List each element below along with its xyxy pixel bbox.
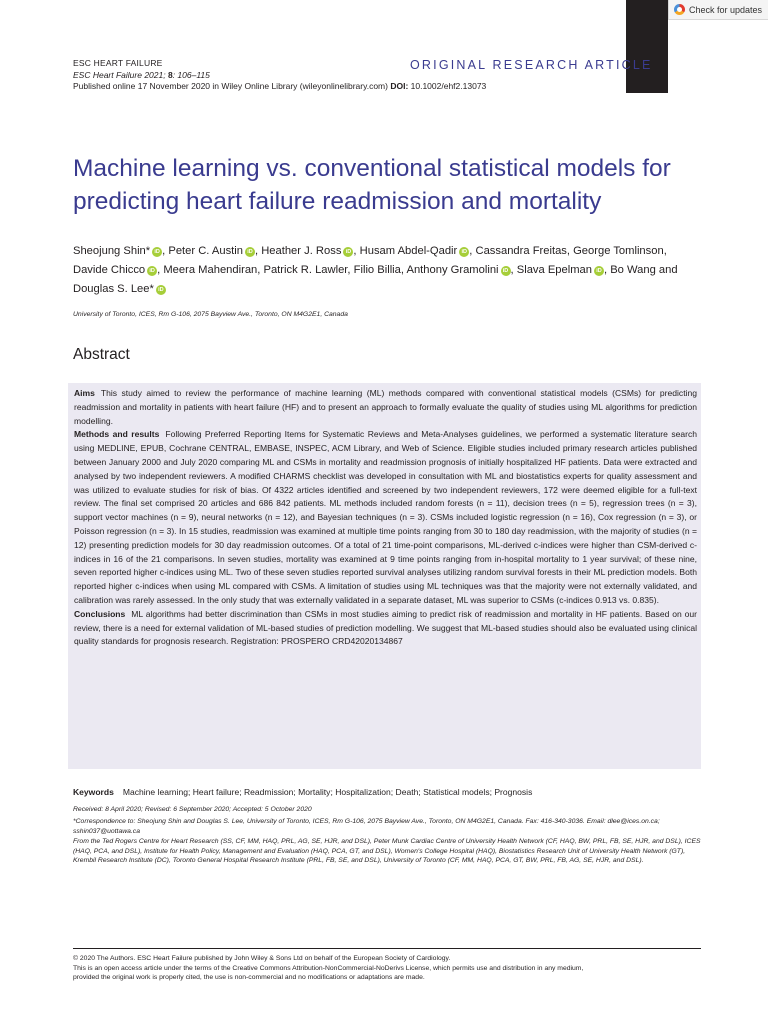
citation-journal: ESC Heart Failure <box>73 69 142 80</box>
correspondence: *Correspondence to: Sheojung Shin and Douglas S. Lee, University of Toronto, ICES, Rm G-106, 2075 Bayview Ave., Toronto, ON M4G2E1, Canada. Fax: 416-340-3036. Email: dlee@ices.on.ca; sshin037@uottawa.ca <box>73 818 660 835</box>
check-for-updates-icon <box>674 4 685 15</box>
author-separator: , <box>663 245 667 257</box>
journal-name: ESC HEART FAILURE <box>73 58 163 68</box>
article-type: ORIGINAL RESEARCH ARTICLE <box>410 58 653 72</box>
methods-text: Following Preferred Reporting Items for Systematic Reviews and Meta-Analyses guidelines, we performed a systematic literature search using MEDLINE, EPUB, Cochrane CENTRAL, EMBASE, INSPEC, ACM Library, and Web of Science. Eligible studies included primary research articles published between January 2000 and July 2020 comparing ML and CSMs in mortality and readmission prognosis of initially hospitalized HF patients. Data were extracted and analysed by two independent reviewers. A modified CHARMS checklist was developed in consultation with ML and biostatistics experts for quality assessment and was utilized to evaluate studies for risk of bias. Of 4322 articles identified and screened by two independent reviewers, 172 were deemed eligible for a full-text review. The final set comprised 20 articles and 686 842 patients. ML methods included random forests (n = 11), decision trees (n = 5), regression trees (n = 3), support vector machines (n = 9), neural networks (n = 12), and Bayesian techniques (n = 3). CSMs included logistic regression (n = 16), Cox regression (n = 3), or Poisson regression (n = 3). In 15 studies, readmission was examined at multiple time points ranging from 30 to 180 day readmission, with the majority of studies (n = 12) presenting prediction models for 30 day readmission outcomes. Of a total of 21 time-point comparisons, ML-derived c-indices were higher than CSM-derived c-indices in 16 of the 21 comparisons. In seven studies, mortality was examined at 9 time points ranging from in-hospital mortality to 1 year survival; of these nine, seven reported higher c-indices using ML. Two of these seven studies reported survival analyses utilizing random survival forests in their ML prediction models. Both reported higher c-indices when using ML compared with CSMs. A limitation of studies using ML techniques was that the majority were not externally validated, and calibration was rarely assessed. In the only study that was externally validated in a separate dataset, ML was superior to CSMs (c-indices 0.913 vs. 0.835). <box>74 429 697 605</box>
methods-label: Methods and results <box>74 429 160 440</box>
author-separator: , <box>353 245 360 257</box>
published-text: Published online 17 November 2020 in Wiley Online Library (wileyonlinelibrary.com) <box>73 81 391 91</box>
author-separator: , <box>157 264 164 276</box>
author-name[interactable]: Davide Chicco <box>73 264 146 276</box>
check-for-updates-button[interactable] <box>668 0 768 20</box>
orcid-icon[interactable]: iD <box>147 266 157 276</box>
orcid-icon[interactable]: iD <box>245 247 255 257</box>
footer-divider <box>73 948 701 949</box>
header-black-bar <box>626 0 668 93</box>
author-separator: , <box>257 264 264 276</box>
orcid-icon[interactable]: iD <box>501 266 511 276</box>
abstract-conclusions <box>74 608 697 649</box>
conclusions-text: ML algorithms had better discrimination than CSMs in most studies aiming to predict risk of readmission and mortality in HF patients. Based on our review, there is a need for external validation of ML-based studies of prediction modelling. We suggest that ML-based studies should also be evaluated using clinical quality standards for prognosis research. Registration: PROSPERO CRD42020134867 <box>74 608 697 647</box>
author-separator: , <box>254 245 262 257</box>
orcid-icon[interactable]: iD <box>594 266 604 276</box>
author-name[interactable]: Anthony Gramolini <box>406 264 499 276</box>
author-list <box>73 242 699 299</box>
author-separator: , <box>162 245 169 257</box>
corresponding-author-mark: * <box>149 283 154 295</box>
orcid-icon[interactable]: iD <box>156 285 166 295</box>
author-name[interactable]: Peter C. Austin <box>168 245 243 257</box>
orcid-icon[interactable]: iD <box>343 247 353 257</box>
author-separator: , <box>510 264 517 276</box>
abstract-box <box>68 383 701 769</box>
orcid-icon[interactable]: iD <box>459 247 469 257</box>
author-name[interactable]: Bo Wang <box>610 264 656 276</box>
corresponding-author-mark: * <box>145 245 151 257</box>
conclusions-label: Conclusions <box>74 608 126 619</box>
abstract-heading: Abstract <box>73 346 130 363</box>
abstract-methods <box>74 428 697 607</box>
author-name[interactable]: Husam Abdel-Qadir <box>359 245 458 257</box>
doi-label: DOI: <box>390 81 409 91</box>
citation-volume: 8 <box>167 69 173 80</box>
aims-text: This study aimed to review the performance of machine learning (ML) methods compared with conventional statistical models (CSMs) for predicting readmission and mortality in patients with heart failure (HF) and to present an approach to formally evaluate the quality of studies using ML algorithms for prediction modelling. <box>74 388 697 426</box>
author-separator: , <box>347 264 354 276</box>
citation-pages: : 106–115 <box>172 69 210 80</box>
keywords <box>73 787 701 797</box>
citation-year: 2021; <box>141 69 168 80</box>
doi-link[interactable]: 10.1002/ehf2.13073 <box>408 81 487 91</box>
author-affiliations-detail: From the Ted Rogers Centre for Heart Research (SS, CF, MM, HAQ, PRL, AG, SE, HJR, and DSL), Peter Munk Cardiac Centre of University Health Network (CF, HAQ, BW, PRL, FB, SE, HJR, and DSL), ICES (HAQ, PCA, and DSL), Institute for Health Policy, Management and Evaluation (HAQ, PCA, GT, and DSL), Women's College Hospital (HAQ), Biostatistics Research Unit of University Health Network (GT), Krembil Research Institute (DC), Toronto General Hospital Research Institute (PRL, FB, SE, and DSL), University of Toronto (CF, MM, HAQ, PCA, GT, BW, PRL, FB, AG, SE, HJR, and DSL). <box>73 838 701 864</box>
author-name[interactable]: George Tomlinson <box>573 245 664 257</box>
author-separator: , <box>469 245 476 257</box>
license-line-1: This is an open access article under the terms of the Creative Commons Attribution-NonCommercial-NoDerivs License, which permits use and distribution in any medium, <box>73 964 584 972</box>
affiliation: University of Toronto, ICES, Rm G-106, 2075 Bayview Ave., Toronto, ON M4G2E1, Canada <box>73 311 348 318</box>
article-title: Machine learning vs. conventional statistical models for predicting heart failure readmission and mortality <box>73 155 671 215</box>
author-name[interactable]: Filio Billia <box>353 264 401 276</box>
author-name[interactable]: Douglas S. Lee <box>73 283 150 295</box>
author-separator: , <box>604 264 611 276</box>
author-separator: , <box>400 264 407 276</box>
author-name[interactable]: Patrick R. Lawler <box>263 264 348 276</box>
author-name[interactable]: Cassandra Freitas <box>475 245 567 257</box>
license-footer <box>73 954 701 983</box>
orcid-icon[interactable]: iD <box>152 247 162 257</box>
author-name[interactable]: Heather J. Ross <box>261 245 342 257</box>
received-dates: Received: 8 April 2020; Revised: 6 September 2020; Accepted: 5 October 2020 <box>73 806 312 813</box>
author-name[interactable]: Meera Mahendiran <box>163 264 258 276</box>
copyright-line: © 2020 The Authors. ESC Heart Failure published by John Wiley & Sons Ltd on behalf of the European Society of Cardiology. <box>73 955 451 962</box>
author-separator: and <box>655 264 678 276</box>
author-name[interactable]: Slava Epelman <box>516 264 592 276</box>
keywords-label: Keywords <box>73 787 114 797</box>
author-separator: , <box>566 245 574 257</box>
published-line <box>73 81 486 93</box>
abstract-aims <box>74 387 697 428</box>
author-name[interactable]: Sheojung Shin <box>73 245 146 257</box>
keywords-text: Machine learning; Heart failure; Readmission; Mortality; Hospitalization; Death; Statistical models; Prognosis <box>122 787 533 797</box>
check-for-updates-label: Check for updates <box>689 4 763 15</box>
license-line-2: provided the original work is properly cited, the use is non-commercial and no modifications or adaptations are made. <box>73 974 425 982</box>
aims-label: Aims <box>74 388 95 398</box>
